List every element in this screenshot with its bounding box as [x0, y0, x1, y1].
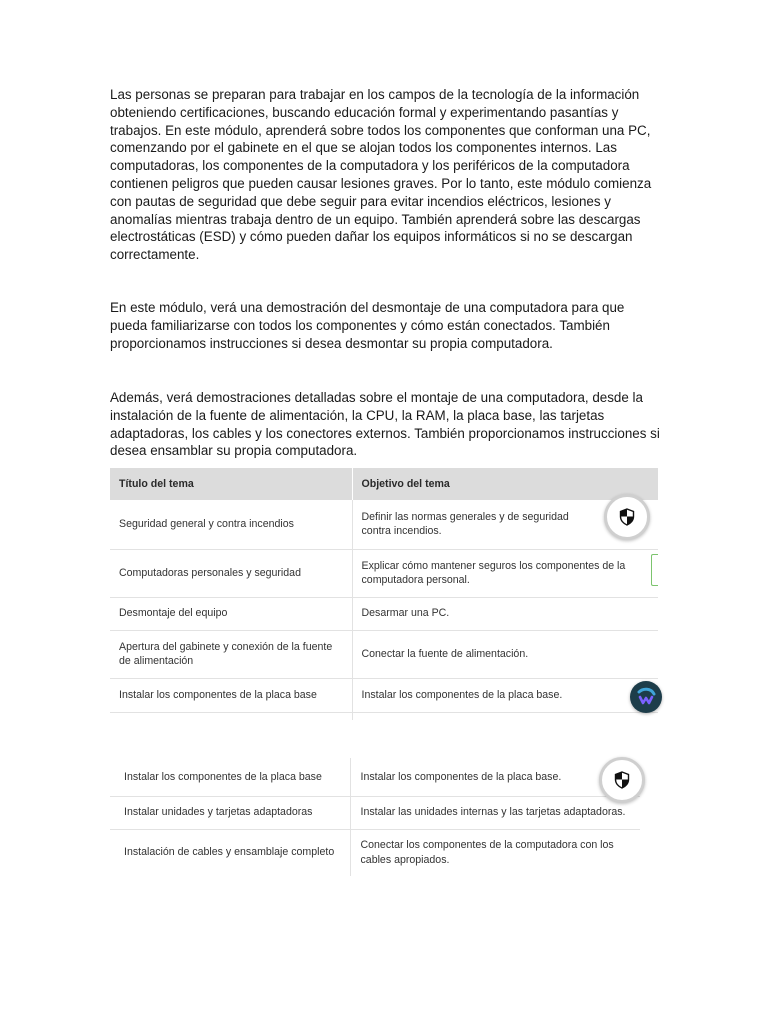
edge-marker — [651, 554, 658, 586]
topics-table — [110, 468, 658, 720]
shield-overlay-button[interactable] — [599, 757, 645, 803]
empty-cell — [110, 712, 352, 720]
table-row — [110, 597, 658, 630]
topic-objective-cell: Instalar los componentes de la placa base. — [352, 678, 658, 712]
topic-objective-cell: Conectar la fuente de alimentación. — [352, 630, 658, 678]
table-row — [110, 796, 640, 829]
topic-objective-cell: Instalar las unidades internas y las tarjetas adaptadoras. — [350, 796, 640, 829]
topics-table-continued — [110, 758, 640, 876]
topic-title-cell: Instalar los componentes de la placa base — [110, 678, 352, 712]
topic-title-cell: Desmontaje del equipo — [110, 597, 352, 630]
app-badge-icon — [635, 686, 657, 708]
paragraph-disassembly: En este módulo, verá una demostración del desmontaje de una computadora para que pueda familiarizarse con todos los componentes y cómo están conectados. También proporcionamos instrucciones si desea desmontar su propia computadora. — [110, 300, 625, 351]
shield-icon — [619, 508, 635, 526]
paragraph-assembly: Además, verá demostraciones detalladas sobre el montaje de una computadora, desde la instalación de la fuente de alimentación, la CPU, la RAM, la placa base, las tarjetas adaptadoras, los cables y los conectores externos. También proporcionamos instrucciones si desea ensamblar su propia computadora. — [110, 390, 660, 459]
table-row — [110, 829, 640, 876]
topic-title-cell: Apertura del gabinete y conexión de la fuente de alimentación — [110, 630, 352, 678]
header-topic-objective: Objetivo del tema — [352, 468, 658, 500]
table-row — [110, 678, 658, 712]
topics-table-image-2 — [110, 758, 640, 876]
topic-title-cell: Instalar unidades y tarjetas adaptadoras — [110, 796, 350, 829]
topic-objective-cell: Definir las normas generales y de seguridad contra incendios. — [352, 500, 658, 549]
table-row — [110, 500, 658, 549]
app-badge-button[interactable] — [630, 681, 662, 713]
paragraph-intro: Las personas se preparan para trabajar en los campos de la tecnología de la información obteniendo certificaciones, buscando educación formal y experimentando pasantías y trabajos. En este módulo, aprenderá sobre todos los componentes que conforman una PC, comenzando por el gabinete en el que se alojan todos los componentes internos. Las computadoras, los componentes de la computadora y los periféricos de la computadora contienen peligros que pueden causar lesiones graves. Por lo tanto, este módulo comienza con pautas de seguridad que debe seguir para evitar incendios eléctricos, lesiones y anomalías mientras trabaja dentro de un equipo. También aprenderá sobre las descargas electrostáticas (ESD) y cómo pueden dañar los equipos informáticos si no se descargan correctamente. — [110, 87, 652, 263]
topic-objective-cell: Explicar cómo mantener seguros los componentes de la computadora personal. — [352, 549, 658, 597]
table-row — [110, 630, 658, 678]
table-row — [110, 758, 640, 796]
header-topic-title: Título del tema — [110, 468, 352, 500]
topics-table-image-1 — [110, 468, 658, 720]
shield-overlay-button[interactable] — [604, 494, 650, 540]
topic-title-cell: Instalar los componentes de la placa base — [110, 758, 350, 796]
topic-objective-cell: Instalar los componentes de la placa base. — [350, 758, 640, 796]
table-header-row — [110, 468, 658, 500]
topic-title-cell: Computadoras personales y seguridad — [110, 549, 352, 597]
topic-objective-cell: Conectar los componentes de la computadora con los cables apropiados. — [350, 829, 640, 876]
empty-cell — [352, 712, 658, 720]
topic-objective-cell: Desarmar una PC. — [352, 597, 658, 630]
table-row — [110, 549, 658, 597]
shield-icon — [614, 771, 630, 789]
table-row-partial — [110, 712, 658, 720]
topic-title-cell: Instalación de cables y ensamblaje completo — [110, 829, 350, 876]
topic-title-cell: Seguridad general y contra incendios — [110, 500, 352, 549]
